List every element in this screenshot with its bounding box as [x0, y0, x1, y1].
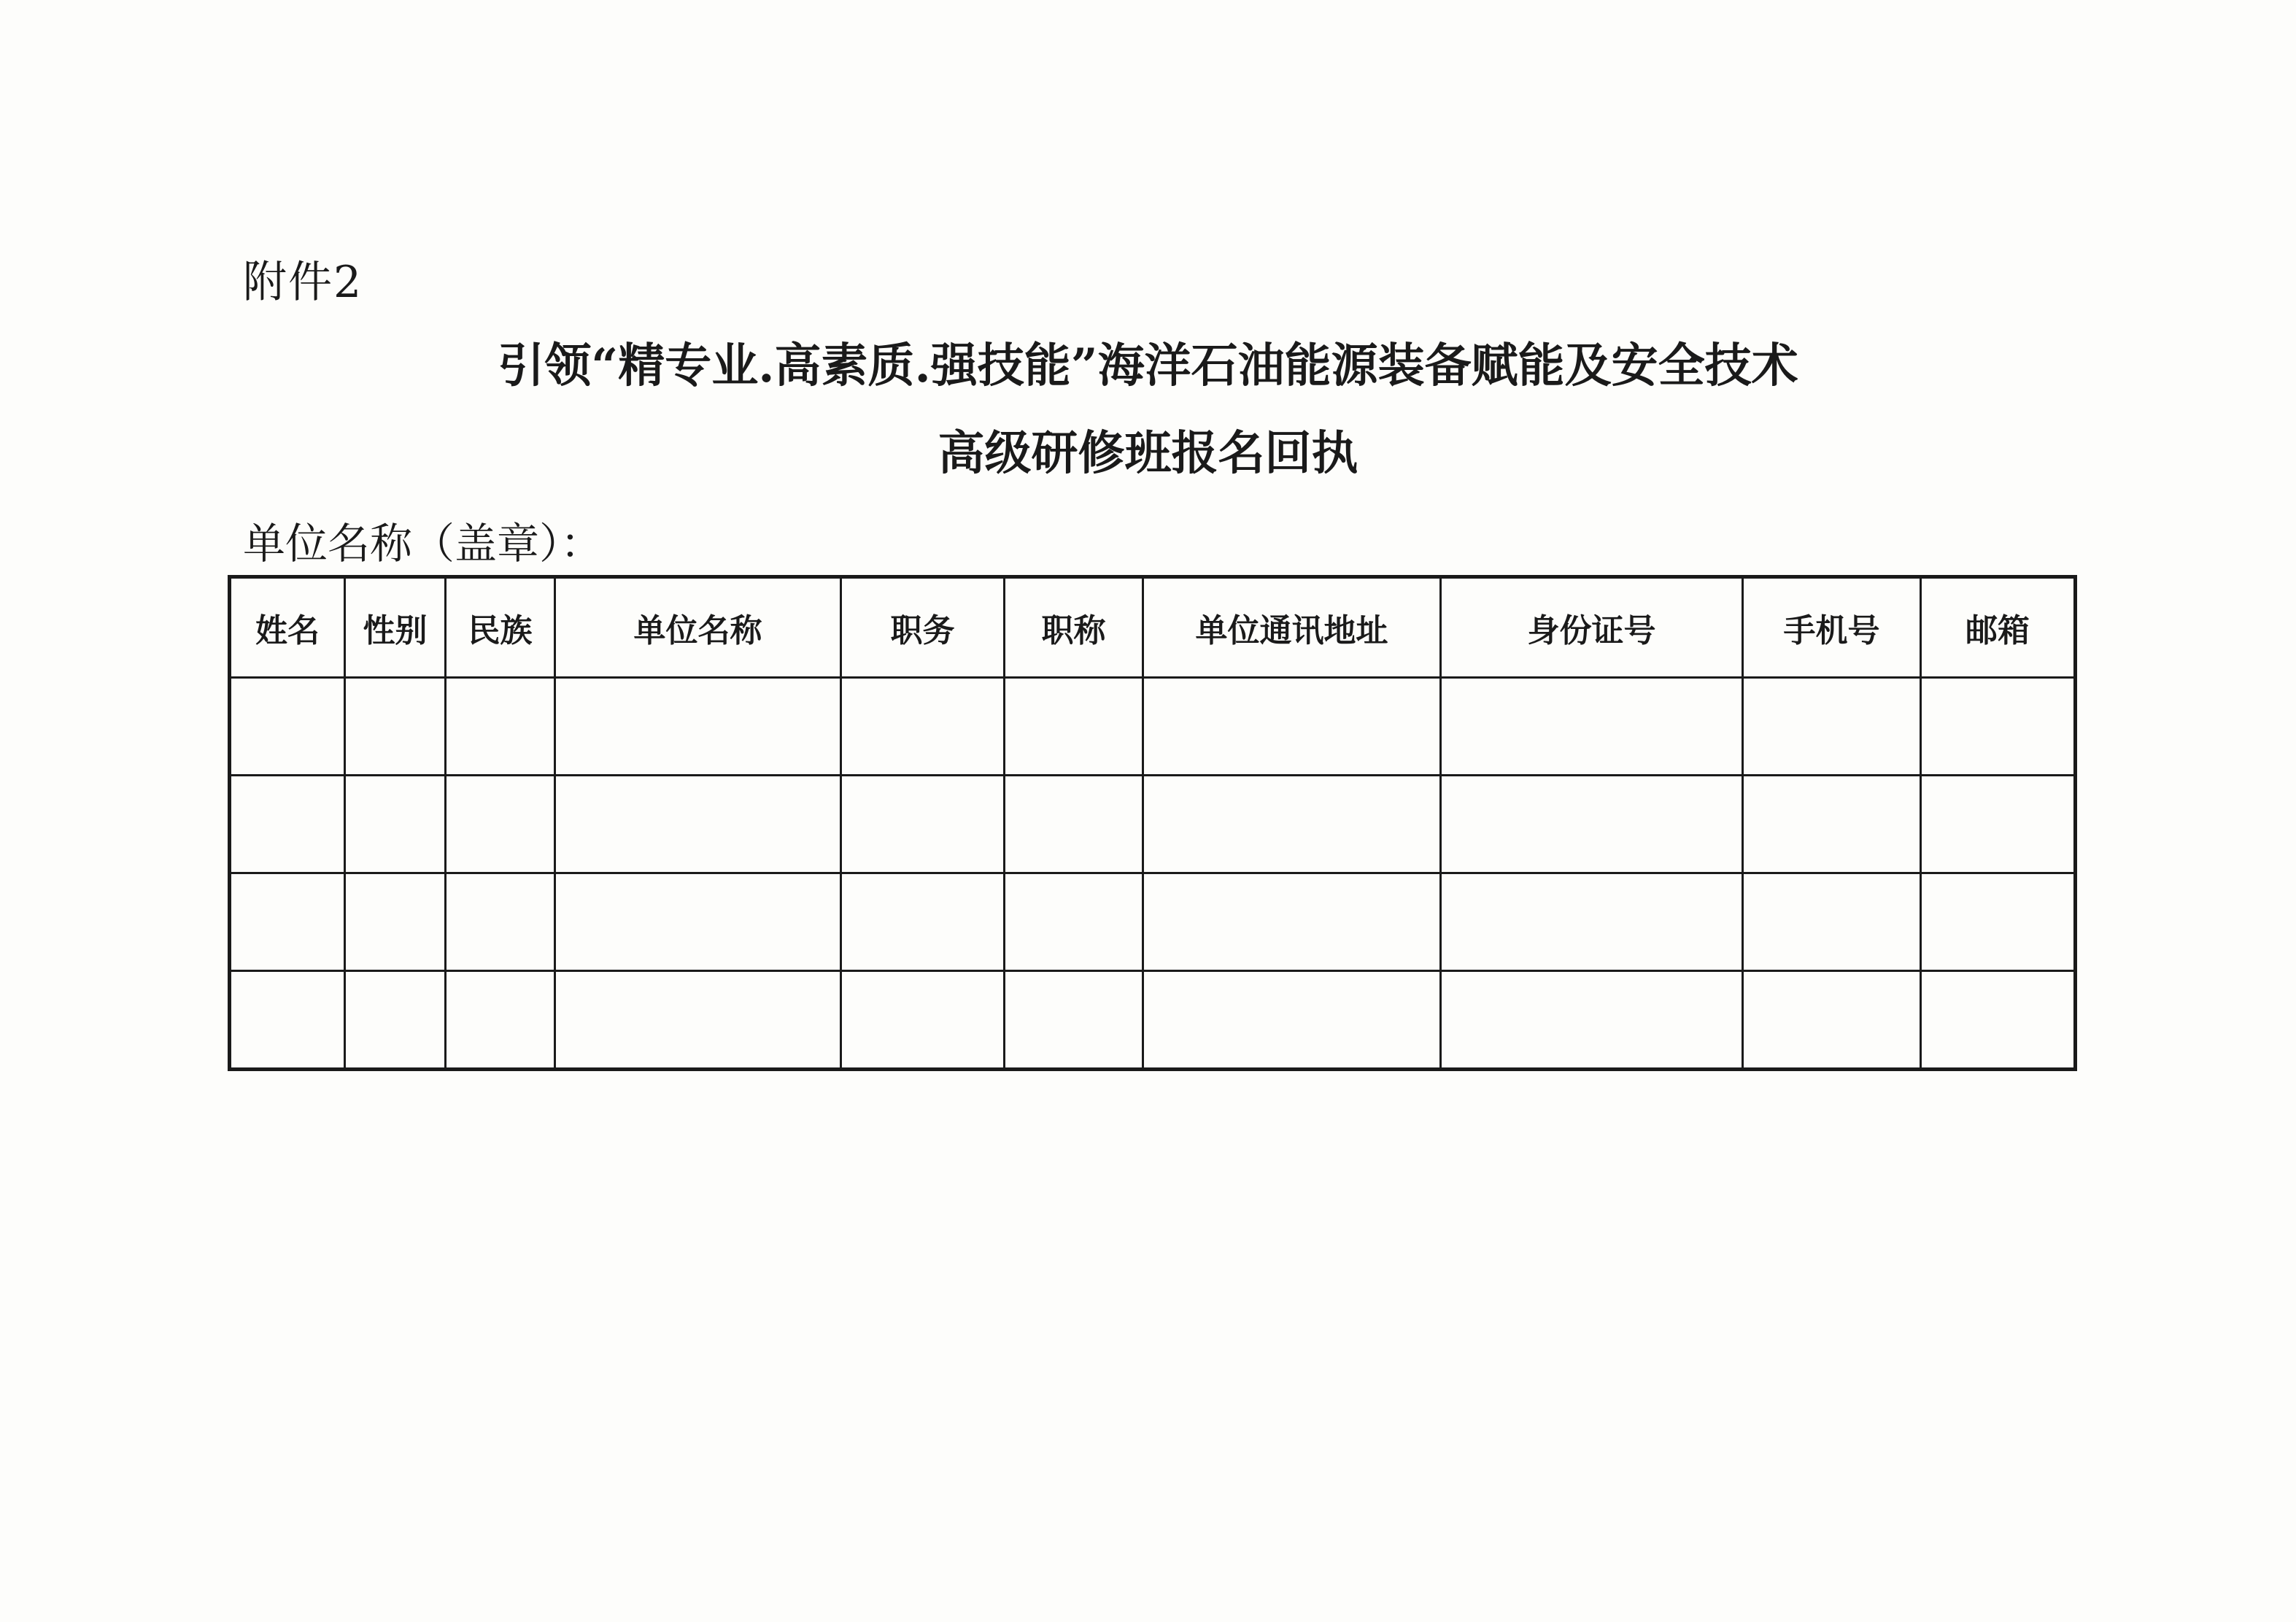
table-cell[interactable]: [1005, 776, 1143, 873]
header-title: 职称: [1005, 577, 1143, 678]
table-cell[interactable]: [841, 971, 1005, 1070]
unit-name-seal-label: 单位名称（盖章）：: [243, 519, 603, 568]
header-id-number: 身份证号: [1441, 577, 1743, 678]
table-cell[interactable]: [446, 678, 555, 776]
table-cell[interactable]: [1005, 678, 1143, 776]
table-cell[interactable]: [1143, 678, 1441, 776]
table-cell[interactable]: [446, 971, 555, 1070]
table-cell[interactable]: [230, 776, 345, 873]
table-cell[interactable]: [555, 678, 841, 776]
table-cell[interactable]: [555, 971, 841, 1070]
table-cell[interactable]: [555, 776, 841, 873]
header-gender: 性别: [345, 577, 446, 678]
table-body: [230, 678, 2076, 1070]
table-row: [230, 776, 2076, 873]
table-header-row: [230, 577, 2076, 678]
table-row: [230, 678, 2076, 776]
table-cell[interactable]: [1005, 971, 1143, 1070]
table-cell[interactable]: [1143, 971, 1441, 1070]
table-cell[interactable]: [1441, 873, 1743, 971]
header-email: 邮箱: [1921, 577, 2076, 678]
table-cell[interactable]: [1743, 873, 1921, 971]
table-cell[interactable]: [345, 873, 446, 971]
table-cell[interactable]: [1743, 971, 1921, 1070]
table-cell[interactable]: [1921, 678, 2076, 776]
table-cell[interactable]: [345, 776, 446, 873]
table-cell[interactable]: [446, 776, 555, 873]
header-position: 职务: [841, 577, 1005, 678]
document-title-line-1: 引领“精专业.高素质.强技能”海洋石油能源装备赋能及安全技术: [498, 339, 1798, 393]
table-cell[interactable]: [345, 678, 446, 776]
table-cell[interactable]: [230, 873, 345, 971]
table-cell[interactable]: [1143, 873, 1441, 971]
header-organization: 单位名称: [555, 577, 841, 678]
annex-label: 附件2: [243, 257, 363, 308]
table-cell[interactable]: [1441, 776, 1743, 873]
table-row: [230, 971, 2076, 1070]
table-row: [230, 873, 2076, 971]
header-name: 姓名: [230, 577, 345, 678]
table-cell[interactable]: [1005, 873, 1143, 971]
table-cell[interactable]: [1921, 971, 2076, 1070]
registration-table: [228, 575, 2077, 1071]
table-cell[interactable]: [1143, 776, 1441, 873]
table-cell[interactable]: [841, 873, 1005, 971]
header-mobile: 手机号: [1743, 577, 1921, 678]
table-cell[interactable]: [345, 971, 446, 1070]
table-cell[interactable]: [555, 873, 841, 971]
table-cell[interactable]: [1921, 873, 2076, 971]
table-cell[interactable]: [1743, 678, 1921, 776]
table-cell[interactable]: [1441, 678, 1743, 776]
table-cell[interactable]: [841, 678, 1005, 776]
table-cell[interactable]: [230, 678, 345, 776]
document-title-line-2: 高级研修班报名回执: [938, 426, 1358, 481]
header-address: 单位通讯地址: [1143, 577, 1441, 678]
table-cell[interactable]: [1441, 971, 1743, 1070]
header-ethnicity: 民族: [446, 577, 555, 678]
table-cell[interactable]: [1743, 776, 1921, 873]
table-cell[interactable]: [1921, 776, 2076, 873]
table-cell[interactable]: [841, 776, 1005, 873]
table-cell[interactable]: [230, 971, 345, 1070]
table-cell[interactable]: [446, 873, 555, 971]
